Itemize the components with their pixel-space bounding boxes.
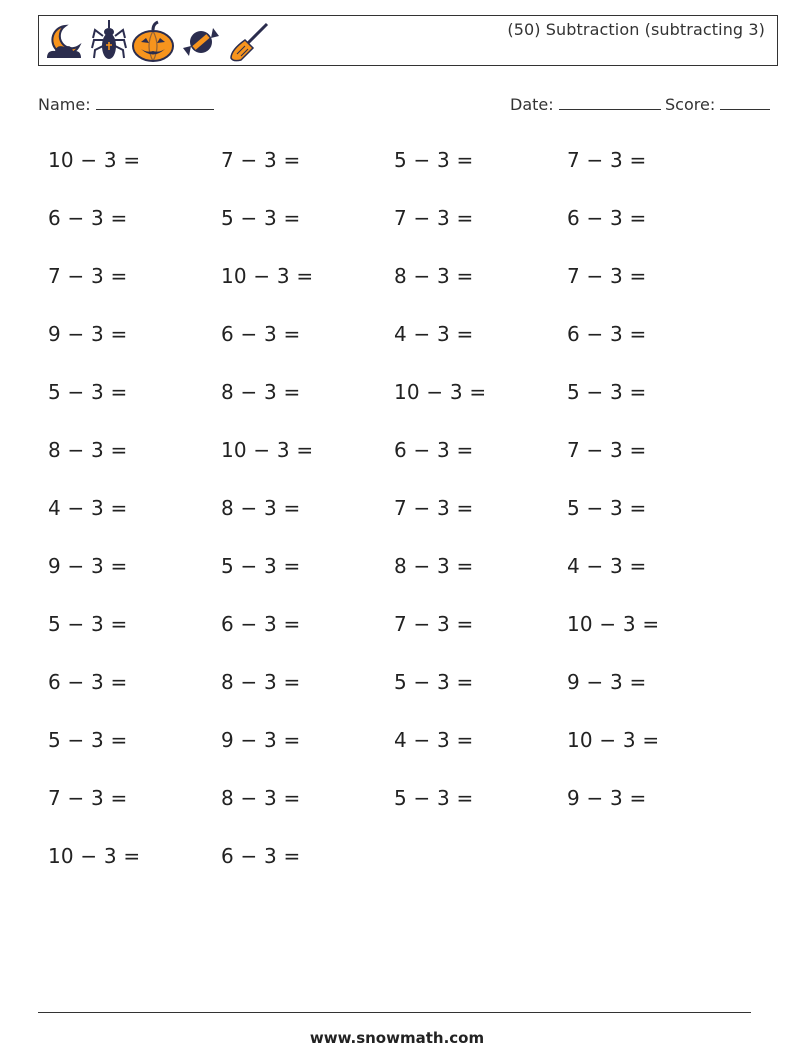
- problem: 10 − 3 =: [567, 612, 660, 636]
- problem: 10 − 3 =: [567, 728, 660, 752]
- problem: 10 − 3 =: [48, 148, 141, 172]
- problem: 5 − 3 =: [48, 728, 128, 752]
- problem: 5 − 3 =: [567, 380, 647, 404]
- date-blank[interactable]: [559, 93, 661, 110]
- problem: 6 − 3 =: [48, 206, 128, 230]
- candy-icon: [179, 20, 223, 64]
- date-field[interactable]: [510, 93, 661, 114]
- problem: 9 − 3 =: [221, 728, 301, 752]
- problem: 8 − 3 =: [48, 438, 128, 462]
- date-label: Date:: [510, 95, 554, 114]
- problem: 6 − 3 =: [48, 670, 128, 694]
- problem: 4 − 3 =: [48, 496, 128, 520]
- spider-icon: [91, 20, 127, 64]
- problem: 8 − 3 =: [221, 670, 301, 694]
- problem: 4 − 3 =: [394, 322, 474, 346]
- problem: 7 − 3 =: [48, 786, 128, 810]
- name-label: Name:: [38, 95, 91, 114]
- problem: 5 − 3 =: [221, 206, 301, 230]
- problem: 6 − 3 =: [221, 844, 301, 868]
- pumpkin-icon: [131, 20, 175, 64]
- problem: 10 − 3 =: [221, 438, 314, 462]
- problem: 6 − 3 =: [567, 206, 647, 230]
- problem: 5 − 3 =: [48, 380, 128, 404]
- broom-icon: [227, 20, 271, 64]
- problem: 6 − 3 =: [221, 322, 301, 346]
- problem: 5 − 3 =: [394, 148, 474, 172]
- problem: 6 − 3 =: [221, 612, 301, 636]
- problem: 10 − 3 =: [221, 264, 314, 288]
- score-blank[interactable]: [720, 93, 770, 110]
- problem: 7 − 3 =: [394, 496, 474, 520]
- name-blank[interactable]: [96, 93, 214, 110]
- problem: 9 − 3 =: [567, 670, 647, 694]
- problem: 6 − 3 =: [567, 322, 647, 346]
- problem: 10 − 3 =: [48, 844, 141, 868]
- problem: 6 − 3 =: [394, 438, 474, 462]
- worksheet-title: (50) Subtraction (subtracting 3): [507, 20, 765, 39]
- problem: 8 − 3 =: [394, 264, 474, 288]
- name-field[interactable]: [38, 93, 214, 114]
- problem: 7 − 3 =: [394, 206, 474, 230]
- problem: 9 − 3 =: [567, 786, 647, 810]
- problem: 9 − 3 =: [48, 554, 128, 578]
- problem: 4 − 3 =: [567, 554, 647, 578]
- problem: 8 − 3 =: [221, 496, 301, 520]
- problem: 4 − 3 =: [394, 728, 474, 752]
- moon-cloud-icon: [43, 20, 87, 64]
- problem: 8 − 3 =: [221, 786, 301, 810]
- problem: 5 − 3 =: [221, 554, 301, 578]
- problem: 7 − 3 =: [221, 148, 301, 172]
- footer-site: www.snowmath.com: [309, 1029, 485, 1047]
- problem: 5 − 3 =: [48, 612, 128, 636]
- problem: 5 − 3 =: [394, 786, 474, 810]
- problem: 10 − 3 =: [394, 380, 487, 404]
- problem: 7 − 3 =: [567, 148, 647, 172]
- score-label: Score:: [665, 95, 716, 114]
- problem: 8 − 3 =: [221, 380, 301, 404]
- footer-divider: [38, 1012, 751, 1013]
- problem: 5 − 3 =: [567, 496, 647, 520]
- problem: 7 − 3 =: [567, 264, 647, 288]
- score-field[interactable]: [665, 93, 770, 114]
- problem: 8 − 3 =: [394, 554, 474, 578]
- problem: 7 − 3 =: [48, 264, 128, 288]
- problem: 7 − 3 =: [567, 438, 647, 462]
- problem: 7 − 3 =: [394, 612, 474, 636]
- worksheet-header: [38, 15, 778, 66]
- problem: 9 − 3 =: [48, 322, 128, 346]
- header-icons: [43, 20, 271, 64]
- problem: 5 − 3 =: [394, 670, 474, 694]
